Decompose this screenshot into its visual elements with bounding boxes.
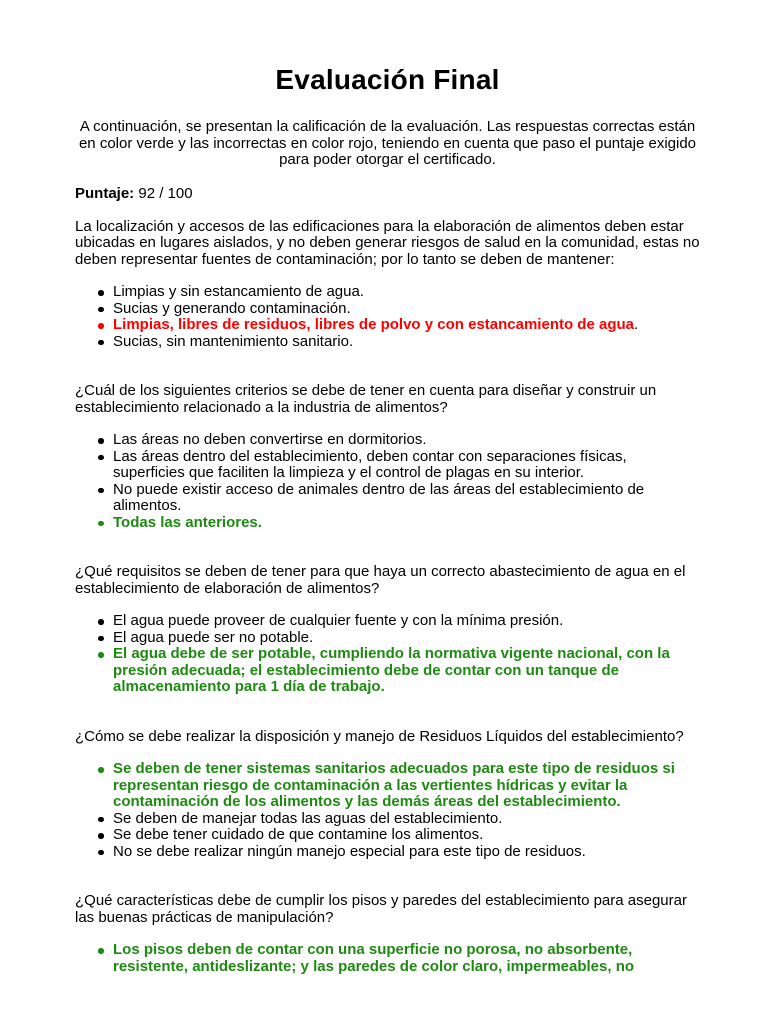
option-item-correct: Los pisos deben de contar con una superficie no porosa, no absorbente, resistente, antideslizante; y las paredes de color claro, impermeables, no xyxy=(113,942,700,975)
question-5: ¿Qué características debe de cumplir los pisos y paredes del establecimiento para asegurar las buenas prácticas de manipulación? xyxy=(75,892,687,926)
option-item: Las áreas dentro del establecimiento, deben contar con separaciones físicas, superficies que faciliten la limpieza y el control de plagas en su interior. xyxy=(113,449,700,482)
question-1-options xyxy=(75,284,700,350)
option-item: No se debe realizar ningún manejo especial para este tipo de residuos. xyxy=(113,844,700,861)
question-4-options xyxy=(75,761,700,860)
score-line xyxy=(75,185,700,202)
option-item: Limpias y sin estancamiento de agua. xyxy=(113,284,700,301)
option-item-incorrect xyxy=(113,317,700,334)
option-item-correct: El agua debe de ser potable, cumpliendo la normativa vigente nacional, con la presión adecuada; el establecimiento debe de contar con un tanque de almacenamiento para 1 día de trabajo. xyxy=(113,646,700,696)
option-item: Sucias y generando contaminación. xyxy=(113,301,700,318)
question-2: ¿Cuál de los siguientes criterios se debe de tener en cuenta para diseñar y construir un establecimiento relacionado a la industria de alimentos? xyxy=(75,382,657,416)
option-item: El agua puede ser no potable. xyxy=(113,630,700,647)
question-2-options xyxy=(75,432,700,531)
option-incorrect-text: Limpias, libres de residuos, libres de polvo y con estancamiento de agua xyxy=(113,316,634,333)
question-4: ¿Cómo se debe realizar la disposición y manejo de Residuos Líquidos del establecimiento? xyxy=(75,727,684,745)
score-value: 92 / 100 xyxy=(138,184,193,202)
option-item: Las áreas no deben convertirse en dormitorios. xyxy=(113,432,700,449)
document-page xyxy=(75,58,700,975)
option-item-correct: Todas las anteriores. xyxy=(113,515,700,532)
option-item: El agua puede proveer de cualquier fuente y con la mínima presión. xyxy=(113,613,700,630)
option-item: Se debe tener cuidado de que contamine los alimentos. xyxy=(113,827,700,844)
intro-paragraph: A continuación, se presentan la calificación de la evaluación. Las respuestas correctas están en color verde y las incorrectas en color rojo, teniendo en cuenta que paso el puntaje exigido para poder otorgar el certificado. xyxy=(78,118,697,168)
option-item: No puede existir acceso de animales dentro de las áreas del establecimiento de alimentos. xyxy=(113,482,700,515)
page-title: Evaluación Final xyxy=(275,64,500,95)
question-1: La localización y accesos de las edificaciones para la elaboración de alimentos deben estar ubicadas en lugares aislados, y no deben generar riesgos de salud en la comunidad, estas no deben representar fuentes de contaminación; por lo tanto se deben de mantener: xyxy=(75,217,700,268)
question-5-options xyxy=(75,942,700,975)
option-item: Se deben de manejar todas las aguas del establecimiento. xyxy=(113,811,700,828)
option-item: Sucias, sin mantenimiento sanitario. xyxy=(113,334,700,351)
question-3-options xyxy=(75,613,700,696)
option-item-correct: Se deben de tener sistemas sanitarios adecuados para este tipo de residuos si representan riesgo de contaminación a las vertientes hídricas y evitar la contaminación de los alimentos y las demás áreas del establecimiento. xyxy=(113,761,700,811)
option-trailing-period: . xyxy=(634,316,639,333)
question-3: ¿Qué requisitos se deben de tener para que haya un correcto abastecimiento de agua en el establecimiento de elaboración de alimentos? xyxy=(75,563,686,597)
score-label: Puntaje: xyxy=(75,184,135,202)
